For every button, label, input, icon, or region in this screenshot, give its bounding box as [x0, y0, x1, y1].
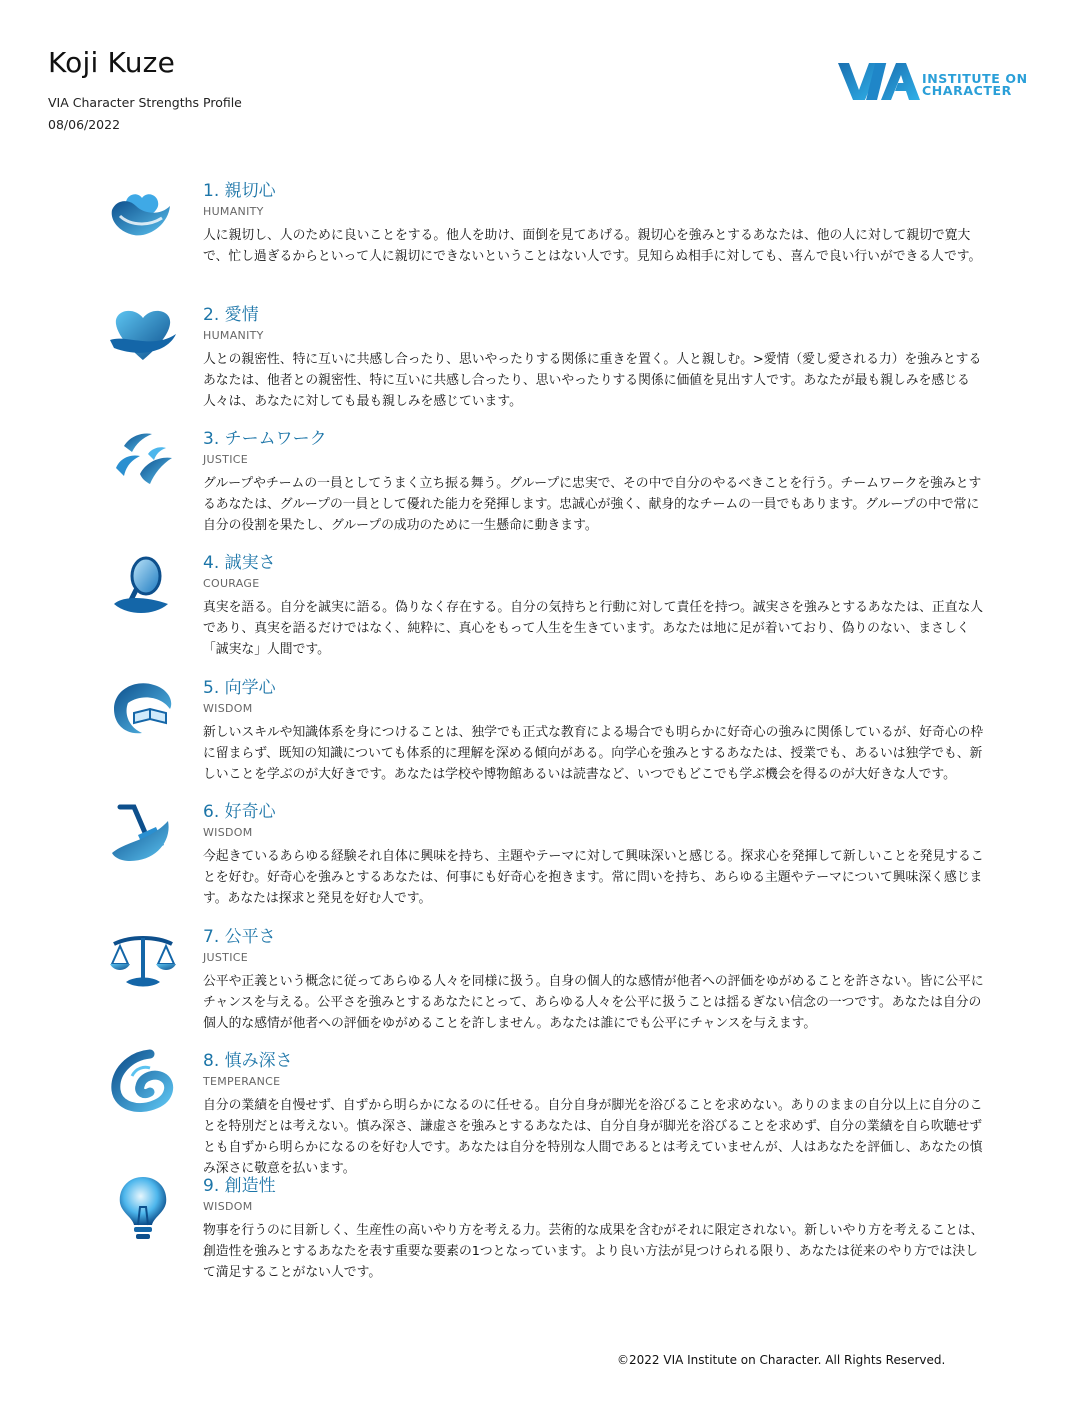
strength-category: WISDOM — [203, 1200, 253, 1213]
profile-name: Koji Kuze — [48, 46, 175, 79]
strength-title: 9. 創造性 — [203, 1176, 276, 1196]
strength-category: JUSTICE — [203, 951, 248, 964]
strength-description: 人に親切し、人のために良いことをする。他人を助け、面倒を見てあげる。親切心を強みとするあなたは、他の人に対して親切で寛大で、忙し過ぎるからといって人に親切にできないということはない人です。見知らぬ相手に対しても、喜んで良い行いができる人です。 — [203, 228, 982, 264]
fairness-scales-icon — [106, 922, 180, 996]
logo-text-line1: INSTITUTE ON — [922, 71, 1028, 86]
strength-category: TEMPERANCE — [203, 1075, 281, 1088]
strength-description: 公平や正義という概念に従ってあらゆる人々を同様に扱う。自身の個人的な感情が他者への評価をゆがめることを許さない。皆に公平にチャンスを与える。公平さを強みとするあなたにとって、あらゆる人々を公平に扱うことは揺るぎない信念の一つです。あなたは自分の個人的な感情が他者への評価をゆがめることを許しません。あなたは誰にでも公平にチャンスを与えます。 — [203, 974, 984, 1031]
strength-description: 今起きているあらゆる経験それ自体に興味を持ち、主題やテーマに対して興味深いと感じる。探求心を発揮して新しいことを発見することを好む。好奇心を強みとするあなたは、何事にも好奇心を抱きます。常に問いを持ち、あらゆる主題やテーマについて興味深く感じます。あなたは探求と発見を好む人です。 — [203, 849, 984, 906]
learning-book-icon — [106, 673, 180, 747]
strength-description: グループやチームの一員としてうまく立ち振る舞う。グループに忠実で、その中で自分のやるべきことを行う。チームワークを強みとするあなたは、グループの一員として優れた能力を発揮します。忠誠心が強く、献身的なチームの一員でもあります。グループの中で常に自分の役割を果たし、グループの成功のために一生懸命に動きます。 — [203, 476, 982, 533]
strength-title: 3. チームワーク — [203, 429, 327, 449]
via-logo-mark-icon — [838, 60, 920, 102]
teamwork-birds-icon — [106, 424, 180, 498]
strength-description: 真実を語る。自分を誠実に語る。偽りなく存在する。自分の気持ちと行動に対して責任を持つ。誠実さを強みとするあなたは、正直な人であり、真実を語るだけではなく、純粋に、真心をもって人生を生きています。あなたは地に足が着いており、偽りのない、まさしく「誠実な」人間です。 — [203, 600, 984, 657]
love-heart-icon — [106, 300, 180, 374]
strength-description: 物事を行うのに目新しく、生産性の高いやり方を考える力。芸術的な成果を含むがそれに限定されない。新しいやり方を考えることは、創造性を強みとするあなたを表す重要な要素の1つとなっています。より良い方法が見つけられる限り、あなたは従来のやり方では決して満足することがない人です。 — [203, 1223, 984, 1280]
strength-title: 1. 親切心 — [203, 181, 276, 201]
curiosity-shovel-icon — [106, 797, 180, 871]
strength-category: WISDOM — [203, 826, 253, 839]
strength-description: 自分の業績を自慢せず、自ずから明らかになるのに任せる。自分自身が脚光を浴びることを求めない。ありのままの自分以上に自分のことを特別だとは考えない。慎み深さ、謙虚さを強みとするあなたは、自分自身が脚光を浴びることを求めず、自分の業績を自ら吹聴せずとも自ずから明らかになるのを好む人です。あなたは自分を特別な人間であるとは考えていませんが、人はあなたを評価し、あなたの慎み深さに敬意を払います。 — [203, 1098, 983, 1176]
humility-swirl-icon — [106, 1046, 180, 1120]
strength-description: 新しいスキルや知識体系を身につけることは、独学でも正式な教育による場合でも明らかに好奇心の強みに関係しているが、好奇心の枠に留まらず、既知の知識についても体系的に理解を深める傾向がある。向学心を強みとするあなたは、授業でも、あるいは独学でも、新しいことを学ぶのが大好きです。あなたは学校や博物館あるいは読書など、いつでもどこでも学ぶ機会を得るのが大好きな人です。 — [203, 725, 984, 782]
strength-title: 7. 公平さ — [203, 927, 276, 947]
strength-title: 5. 向学心 — [203, 678, 276, 698]
profile-date: 08/06/2022 — [48, 117, 121, 132]
kindness-hands-heart-icon — [106, 176, 180, 250]
strength-category: WISDOM — [203, 702, 253, 715]
copyright-footer: ©2022 VIA Institute on Character. All Rights Reserved. — [617, 1353, 946, 1367]
strength-category: COURAGE — [203, 577, 260, 590]
via-logo — [838, 60, 1038, 106]
strength-title: 6. 好奇心 — [203, 802, 276, 822]
logo-text-line2: CHARACTER — [922, 83, 1012, 98]
strength-category: JUSTICE — [203, 453, 248, 466]
strength-category: HUMANITY — [203, 329, 264, 342]
profile-subtitle: VIA Character Strengths Profile — [48, 95, 242, 110]
creativity-lightbulb-icon — [106, 1171, 180, 1245]
strength-description: 人との親密性、特に互いに共感し合ったり、思いやったりする関係に重きを置く。人と親しむ。>愛情（愛し愛される力）を強みとするあなたは、他者との親密性、特に互いに共感し合ったり、思いやったりする関係に価値を見出す人です。あなたが最も親しみを感じる人々は、あなたに対しても最も親しみを感じています。 — [203, 352, 982, 409]
strength-title: 4. 誠実さ — [203, 553, 276, 573]
strength-title: 2. 愛情 — [203, 305, 259, 325]
honesty-mirror-icon — [106, 548, 180, 622]
strength-category: HUMANITY — [203, 205, 264, 218]
strength-title: 8. 慎み深さ — [203, 1051, 293, 1071]
